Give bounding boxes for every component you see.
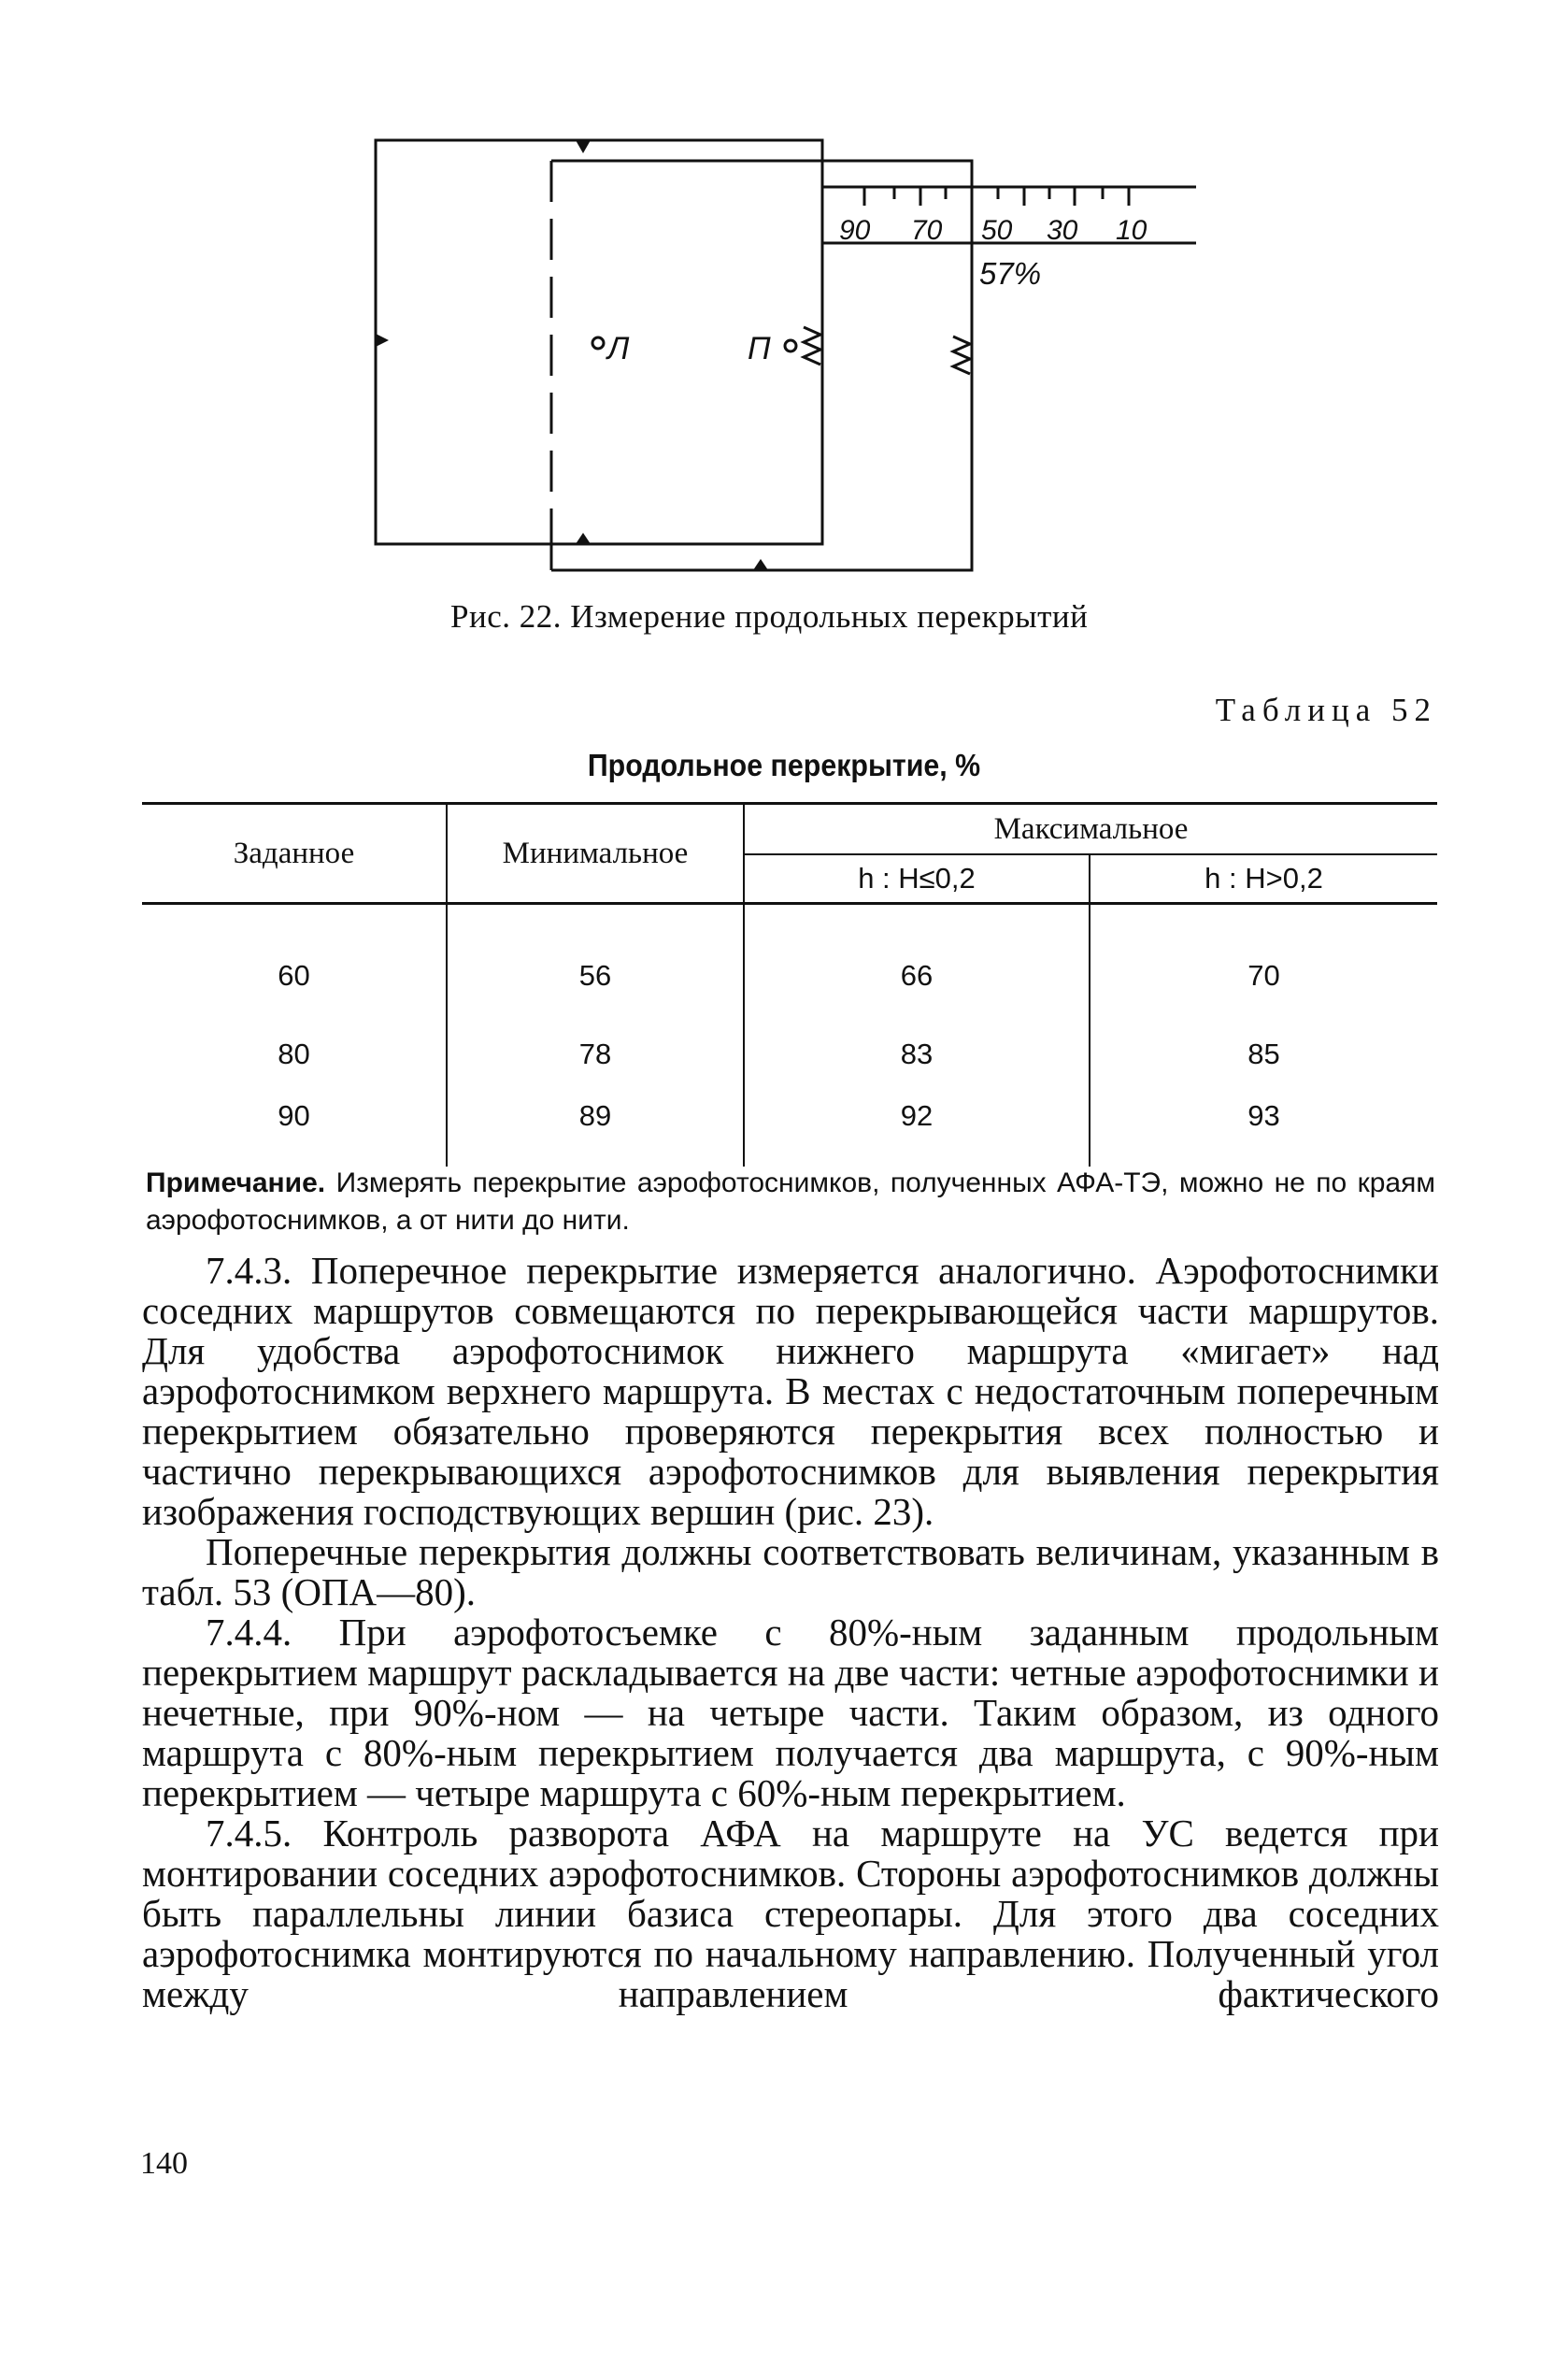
header-minimum: Минимальное — [447, 804, 744, 904]
bottom-index-mark-right — [753, 559, 768, 570]
scale-label-70: 70 — [911, 215, 943, 246]
cell-max-sub2: 93 — [1090, 1088, 1437, 1167]
overlap-measurement-figure — [355, 112, 1252, 598]
table-number: Таблица 52 — [1215, 692, 1437, 728]
scale-label-30: 30 — [1047, 215, 1078, 246]
table-row — [142, 904, 1437, 1022]
left-photo-letter: Л — [607, 331, 630, 366]
header-max-sub2: h : H>0,2 — [1090, 854, 1437, 904]
scale-label-50: 50 — [981, 215, 1013, 246]
body-text — [142, 1251, 1439, 2014]
header-max-sub1: h : H≤0,2 — [744, 854, 1090, 904]
left-index-mark — [376, 334, 389, 347]
cell-max-sub1: 92 — [744, 1088, 1090, 1167]
figure-caption: Рис. 22. Измерение продольных перекрытий — [450, 598, 1089, 635]
paragraph-7-4-5: 7.4.5. Контроль разворота АФА на маршруте на УС ведется при монтировании соседних аэрофотоснимков. Стороны аэрофотоснимков должны быть параллельны линии базиса стереопары. Для этого два соседних аэрофотоснимка монтируются по начальному направлению. Полученный угол между направлением фактического — [142, 1812, 1439, 2015]
table-row — [142, 1021, 1437, 1088]
scale-label-90: 90 — [839, 215, 871, 246]
right-photo-letter: П — [748, 331, 771, 366]
table-note — [146, 1165, 1435, 1239]
left-center-mark — [592, 337, 604, 349]
cell-max-sub2: 85 — [1090, 1021, 1437, 1088]
top-index-mark — [576, 140, 591, 153]
cell-given: 80 — [278, 1038, 310, 1070]
header-maximum: Максимальное — [744, 804, 1437, 855]
overlap-table — [142, 802, 1437, 1167]
cell-minimum: 78 — [447, 1021, 744, 1088]
cell-max-sub1: 83 — [744, 1021, 1090, 1088]
paragraph-7-4-3: 7.4.3. Поперечное перекрытие измеряется аналогично. Аэрофотоснимки соседних маршрутов совмещаются по перекрывающейся части маршрутов. Для удобства аэрофотоснимок нижнего маршрута «мигает» над аэрофотоснимком верхнего маршрута. В местах с недостаточным поперечным перекрытием обязательно проверяются перекрытия всех полностью и частично перекрывающихся аэрофотоснимков для выявления перекрытия изображения господствующих вершин (рис. 23). — [142, 1249, 1439, 1533]
right-photo-fiducial — [953, 337, 970, 374]
paragraph-cross-overlap: Поперечные перекрытия должны соответствовать величинам, указанным в табл. 53 (ОПА—80). — [142, 1530, 1439, 1613]
scale-label-10: 10 — [1116, 215, 1147, 246]
right-center-mark — [785, 340, 796, 351]
cell-minimum: 89 — [447, 1088, 744, 1167]
cell-given: 90 — [278, 1099, 310, 1132]
cell-given: 60 — [278, 959, 310, 992]
overlap-percent-label: 57% — [979, 256, 1042, 291]
bottom-index-mark-left — [576, 533, 591, 544]
table-title: Продольное перекрытие, % — [587, 748, 981, 782]
page-number: 140 — [140, 2146, 188, 2181]
cell-minimum: 56 — [447, 904, 744, 1022]
cell-max-sub1: 66 — [744, 904, 1090, 1022]
note-text: Измерять перекрытие аэрофотоснимков, полученных АФА-ТЭ, можно не по краям аэрофотоснимков, а от нити до нити. — [146, 1167, 1435, 1236]
note-label: Примечание. — [146, 1167, 326, 1198]
header-given: Заданное — [142, 804, 447, 904]
table-row — [142, 1088, 1437, 1167]
cell-max-sub2: 70 — [1090, 904, 1437, 1022]
paragraph-7-4-4: 7.4.4. При аэрофотосъемке с 80%-ным заданным продольным перекрытием маршрут раскладывается на две части: четные аэрофотоснимки и нечетные, при 90%-ном — на четыре части. Таким образом, из одного маршрута с 80%-ным перекрытием получается два маршрута, с 90%-ным перекрытием — четыре маршрута с 60%-ным перекрытием. — [142, 1611, 1439, 1814]
left-photo-fiducial — [804, 327, 820, 365]
